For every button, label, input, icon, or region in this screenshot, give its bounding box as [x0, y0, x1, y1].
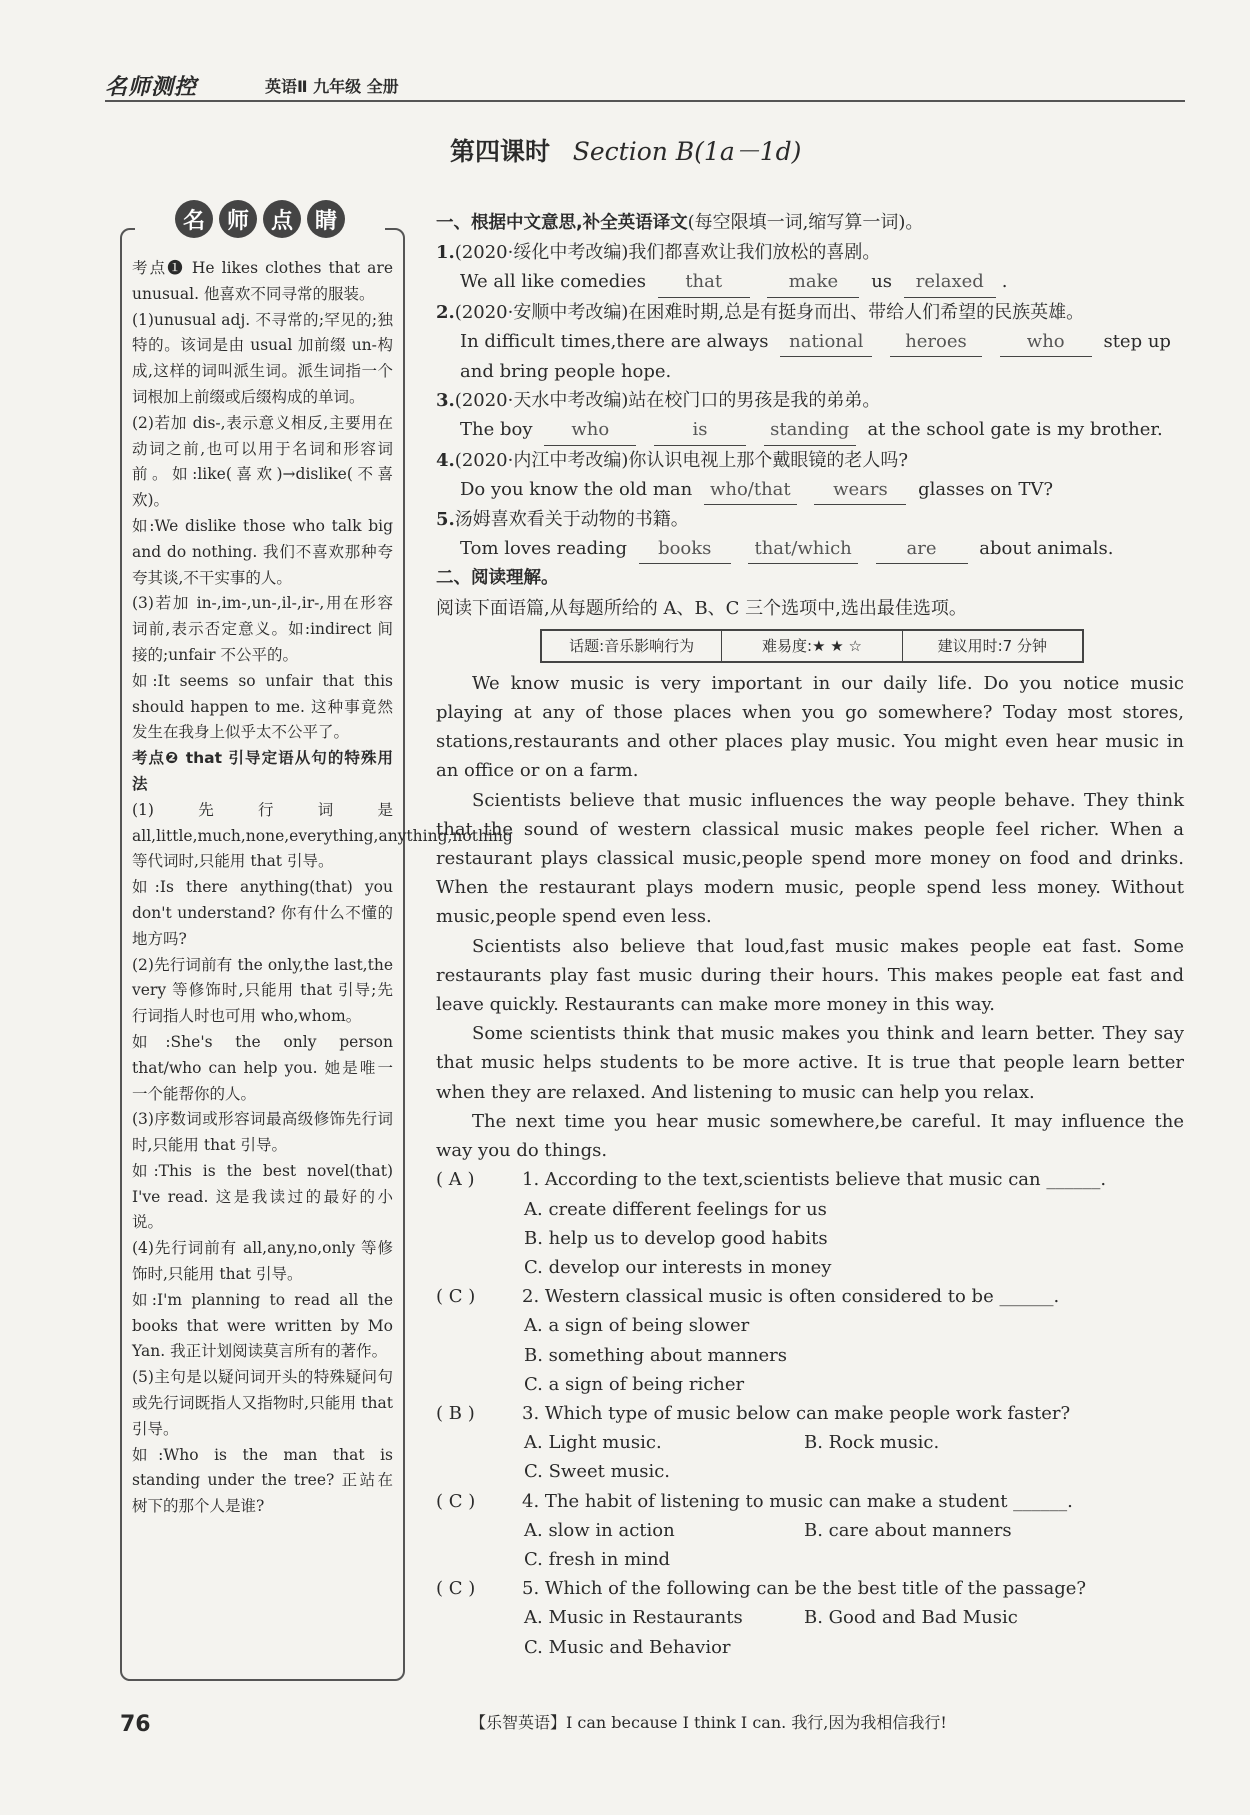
option[interactable]: C. a sign of being richer [524, 1373, 745, 1395]
option[interactable]: A. Music in Restaurants [524, 1607, 743, 1629]
lesson-title-cn: 第四课时 [450, 137, 551, 166]
option[interactable]: B. Good and Bad Music [804, 1607, 1018, 1629]
section1-title: 一、根据中文意思,补全英语译文 [436, 213, 688, 233]
option[interactable]: B. care about manners [804, 1519, 1012, 1541]
option[interactable]: A. create different feelings for us [524, 1198, 827, 1220]
sidebar-paragraph: (2)若加 dis-,表示意义相反,主要用在动词之前,也可以用于名词和形容词前。如:like(喜欢)→dislike(不喜欢)。 [132, 413, 393, 510]
item-prompt: (2020·天水中考改编)站在校门口的男孩是我的弟弟。 [454, 390, 881, 412]
option-row [436, 1428, 1184, 1457]
question-stem: 4. The habit of listening to music can make a student ______. [522, 1490, 1073, 1512]
option[interactable]: C. Music and Behavior [524, 1636, 731, 1658]
passage-paragraph: Scientists believe that music influences the way people behave. They think that the sound of western classical music makes people feel richer. When a restaurant plays classical music,people spend more money on food and drinks. When the restaurant plays modern music, people spend less money. Without music,people spend even less. [436, 789, 1184, 928]
answer-bracket[interactable]: ( C ) [436, 1286, 476, 1308]
blank-answer[interactable]: that/which [748, 534, 857, 564]
blank-answer[interactable]: who [544, 415, 636, 445]
page-number: 76 [120, 1712, 151, 1737]
sidebar-paragraph: (3)若加 in-,im-,un-,il-,ir-,用在形容词前,表示否定意义。如:indirect 间接的;unfair 不公平的。 [132, 594, 393, 664]
badge-char: 点 [263, 200, 301, 238]
option[interactable]: C. develop our interests in money [524, 1256, 832, 1278]
section1-note: (每空限填一词,缩写算一词)。 [687, 212, 924, 233]
question [436, 1399, 1184, 1428]
option[interactable]: A. a sign of being slower [524, 1315, 750, 1337]
exercise-item [436, 238, 1184, 267]
blank-answer[interactable]: who [1000, 327, 1092, 357]
section2-title: 二、阅读理解。 [436, 568, 559, 589]
item-number: 2. [436, 301, 455, 323]
blank-answer[interactable]: wears [814, 475, 906, 505]
blank-answer[interactable]: heroes [890, 327, 982, 357]
sidebar-paragraph: 如:This is the best novel(that) I've read. 这是我读过的最好的小说。 [132, 1161, 393, 1232]
answer-bracket[interactable]: ( B ) [436, 1402, 475, 1424]
option[interactable]: B. something about manners [524, 1344, 788, 1366]
question-stem: 1. According to the text,scientists believe that music can ______. [522, 1169, 1107, 1191]
difficulty-cell: 难易度:★ ★ ☆ [722, 631, 902, 661]
item-answer-line [436, 267, 1184, 297]
badge-char: 师 [219, 200, 257, 238]
text: about animals. [979, 538, 1114, 560]
item-answer-line [436, 415, 1184, 445]
sidebar-paragraph: 如:We dislike those who talk big and do nothing. 我们不喜欢那种夸夸其谈,不干实事的人。 [132, 516, 393, 587]
question [436, 1574, 1184, 1603]
brand-logo: 名师测控 [105, 75, 198, 100]
sidebar-paragraph: 如:Is there anything(that) you don't understand? 你有什么不懂的地方吗? [132, 878, 393, 948]
question [436, 1165, 1184, 1194]
passage-paragraph: We know music is very important in our daily life. Do you notice music playing at any of those places when you go somewhere? Today most stores, stations,restaurants and other places play music. You might even hear music in an office or on a farm. [436, 672, 1184, 782]
time-cell: 建议用时:7 分钟 [937, 636, 1047, 655]
blank-answer[interactable]: make [767, 267, 859, 297]
section2-instruction: 阅读下面语篇,从每题所给的 A、B、C 三个选项中,选出最佳选项。 [436, 597, 967, 619]
answer-bracket[interactable]: ( C ) [436, 1490, 476, 1512]
sidebar-paragraph: (3)序数词或形容词最高级修饰先行词时,只能用 that 引导。 [132, 1110, 393, 1155]
text: In difficult times,there are always [460, 330, 769, 352]
exercise-item [436, 446, 1184, 475]
blank-answer[interactable]: relaxed [904, 267, 996, 297]
question [436, 1282, 1184, 1311]
question-stem: 3. Which type of music below can make people work faster? [522, 1402, 1071, 1424]
sidebar-paragraph: 如:It seems so unfair that this should happen to me. 这种事竟然发生在我身上似乎太不公平了。 [132, 671, 393, 742]
text: The boy [460, 419, 533, 441]
blank-answer[interactable]: national [780, 327, 872, 357]
main-content [436, 208, 1184, 1662]
option[interactable]: A. slow in action [524, 1519, 675, 1541]
sidebar-paragraph: (1)unusual adj. 不寻常的;罕见的;独特的。该词是由 usual 加前缀 un-构成,这样的词叫派生词。派生词指一个词根加上前缀或后缀构成的单词。 [132, 310, 393, 406]
subject-label: 英语Ⅱ 九年级 全册 [265, 77, 399, 96]
item-answer-line [436, 327, 1184, 386]
exercise-item [436, 298, 1184, 327]
item-number: 1. [436, 242, 455, 264]
blank-answer[interactable]: who/that [704, 475, 797, 505]
reading-info-box [540, 629, 1084, 663]
text: We all like comedies [460, 271, 646, 293]
item-answer-line [436, 475, 1184, 505]
section1-heading [436, 208, 1184, 238]
sidebar-paragraph: 考点❷ that 引导定语从句的特殊用法 [132, 749, 393, 793]
topic-cell: 话题:音乐影响行为 [542, 631, 722, 661]
footer-slogan: 【乐智英语】I can because I think I can. 我行,因为我相信我行! [470, 1713, 947, 1732]
sidebar-paragraph: (5)主句是以疑问词开头的特殊疑问句或先行词既指人又指物时,只能用 that 引导。 [132, 1368, 393, 1438]
text: and bring people hope. [460, 361, 672, 383]
sidebar-paragraph: 如:She's the only person that/who can help you. 她是唯一一个能帮你的人。 [132, 1032, 393, 1103]
sidebar-paragraph: 如:I'm planning to read all the books that were written by Mo Yan. 我正计划阅读莫言所有的著作。 [132, 1290, 393, 1361]
question-stem: 2. Western classical music is often considered to be ______. [522, 1286, 1060, 1308]
blank-answer[interactable]: books [639, 534, 731, 564]
text: at the school gate is my brother. [867, 419, 1163, 441]
item-prompt: (2020·内江中考改编)你认识电视上那个戴眼镜的老人吗? [454, 449, 909, 471]
text: . [1001, 271, 1008, 293]
text: glasses on TV? [918, 478, 1054, 500]
question-stem: 5. Which of the following can be the best title of the passage? [522, 1578, 1087, 1600]
item-prompt: (2020·安顺中考改编)在困难时期,总是有挺身而出、带给人们希望的民族英雄。 [454, 301, 1085, 323]
text: step up [1103, 330, 1171, 352]
exercise-item [436, 386, 1184, 415]
sidebar-badge [135, 200, 385, 242]
blank-answer[interactable]: that [658, 267, 750, 297]
passage-paragraph: Scientists also believe that loud,fast music makes people eat fast. Some restaurants play fast music during their hours. This makes people eat fast and leave quickly. Restaurants can make more money in this way. [436, 935, 1184, 1016]
page-header [105, 70, 1185, 100]
text: us [871, 271, 893, 293]
item-prompt: 汤姆喜欢看关于动物的书籍。 [454, 509, 689, 531]
sidebar-paragraph: (4)先行词前有 all,any,no,only 等修饰时,只能用 that 引导。 [132, 1239, 393, 1284]
sidebar-paragraph: (1)先行词是 all,little,much,none,everything,anything,nothing 等代词时,只能用 that 引导。 [132, 800, 513, 871]
item-number: 5. [436, 509, 455, 531]
badge-char: 睛 [307, 200, 345, 238]
item-answer-line [436, 534, 1184, 564]
item-number: 3. [436, 390, 455, 412]
header-divider [105, 100, 1185, 102]
question [436, 1487, 1184, 1516]
blank-answer[interactable]: is [654, 415, 746, 445]
option-row [436, 1603, 1184, 1632]
badge-char: 名 [175, 200, 213, 238]
option[interactable]: A. Light music. [524, 1432, 662, 1454]
item-number: 4. [436, 449, 455, 471]
blank-answer[interactable]: are [876, 534, 968, 564]
lesson-title [450, 132, 801, 168]
text: Tom loves reading [460, 538, 627, 560]
lesson-title-en: Section B(1a－1d) [572, 137, 802, 166]
sidebar-paragraph: (2)先行词前有 the only,the last,the very 等修饰时,只能用 that 引导;先行词指人时也可用 who,whom。 [132, 955, 393, 1026]
blank-answer[interactable]: standing [764, 415, 856, 445]
passage-paragraph: The next time you hear music somewhere,be careful. It may influence the way you do things. [436, 1110, 1184, 1162]
option[interactable]: B. help us to develop good habits [524, 1227, 828, 1249]
item-prompt: (2020·绥化中考改编)我们都喜欢让我们放松的喜剧。 [454, 242, 881, 264]
answer-bracket[interactable]: ( C ) [436, 1578, 476, 1600]
option[interactable]: C. Sweet music. [524, 1461, 671, 1483]
passage-paragraph: Some scientists think that music makes you think and learn better. They say that music helps students to be more active. It is true that people learn better when they are relaxed. And listening to music can help you relax. [436, 1023, 1184, 1103]
option-row [436, 1516, 1184, 1545]
option[interactable]: C. fresh in mind [524, 1548, 671, 1570]
text: Do you know the old man [460, 478, 693, 500]
answer-bracket[interactable]: ( A ) [436, 1169, 475, 1191]
option[interactable]: B. Rock music. [804, 1432, 940, 1454]
sidebar-paragraph: 如:Who is the man that is standing under the tree? 正站在树下的那个人是谁? [132, 1445, 393, 1516]
exercise-item [436, 505, 1184, 534]
sidebar-paragraph: 考点❶ He likes clothes that are unusual. 他喜欢不同寻常的服装。 [132, 259, 393, 303]
